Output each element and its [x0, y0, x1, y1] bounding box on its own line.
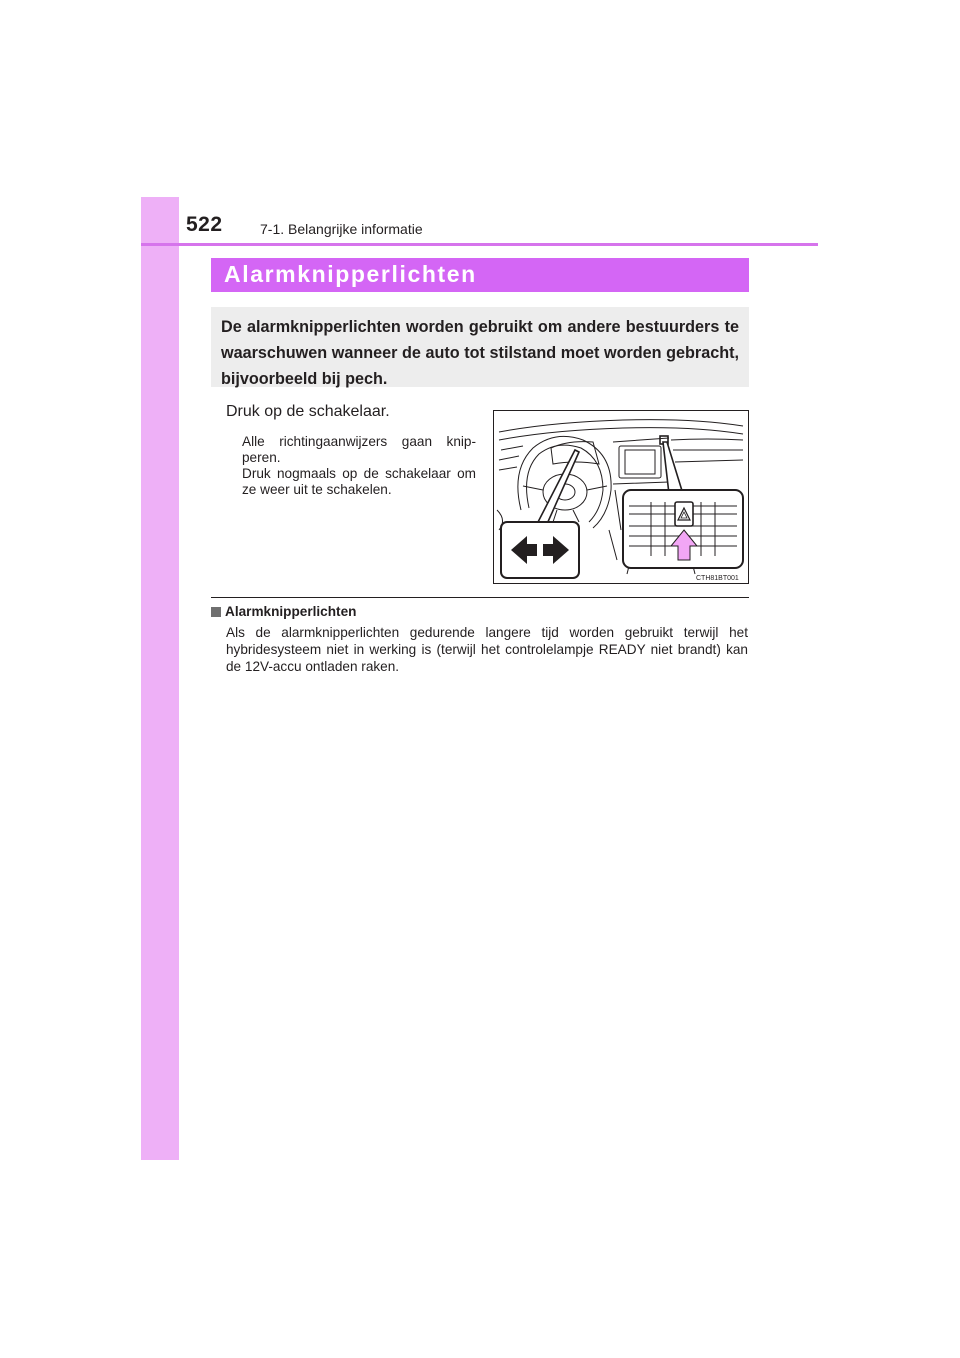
intro-box [211, 307, 749, 387]
step-instruction: Druk op de schakelaar. [226, 403, 390, 420]
section-divider [211, 597, 749, 598]
chapter-side-tab [141, 197, 179, 1160]
note-heading-text: Alarmknipperlichten [225, 604, 357, 619]
intro-text: De alarmknipperlichten worden gebruikt om andere bestuurders te waarschuwen wanneer de auto tot stilstand moet worden gebracht, bijvoorbeeld bij pech. [221, 318, 739, 388]
note-body: Als de alarmknipperlichten gedurende langere tijd worden gebruikt terwijl het hybridesysteem niet in werking is (terwijl het controlelampje READY niet brandt) kan de 12V-accu ontladen raken. [226, 625, 748, 674]
bullet-square-icon [211, 607, 221, 617]
hazard-switch-illustration [493, 410, 749, 584]
chapter-title: 7-1. Belangrijke informatie [260, 221, 423, 237]
page-number: 522 [186, 213, 223, 236]
note-heading [211, 604, 356, 619]
step-detail [242, 434, 476, 498]
section-title: Alarmknipperlichten [224, 261, 477, 287]
section-title-bar [211, 258, 749, 292]
illustration-code: CTH81BT001 [696, 575, 739, 582]
step-detail-text: Alle richtingaanwijzers gaan knip-peren. Druk nogmaals op de schakelaar om ze weer uit te schakelen. [242, 434, 476, 497]
header-rule [141, 243, 818, 246]
